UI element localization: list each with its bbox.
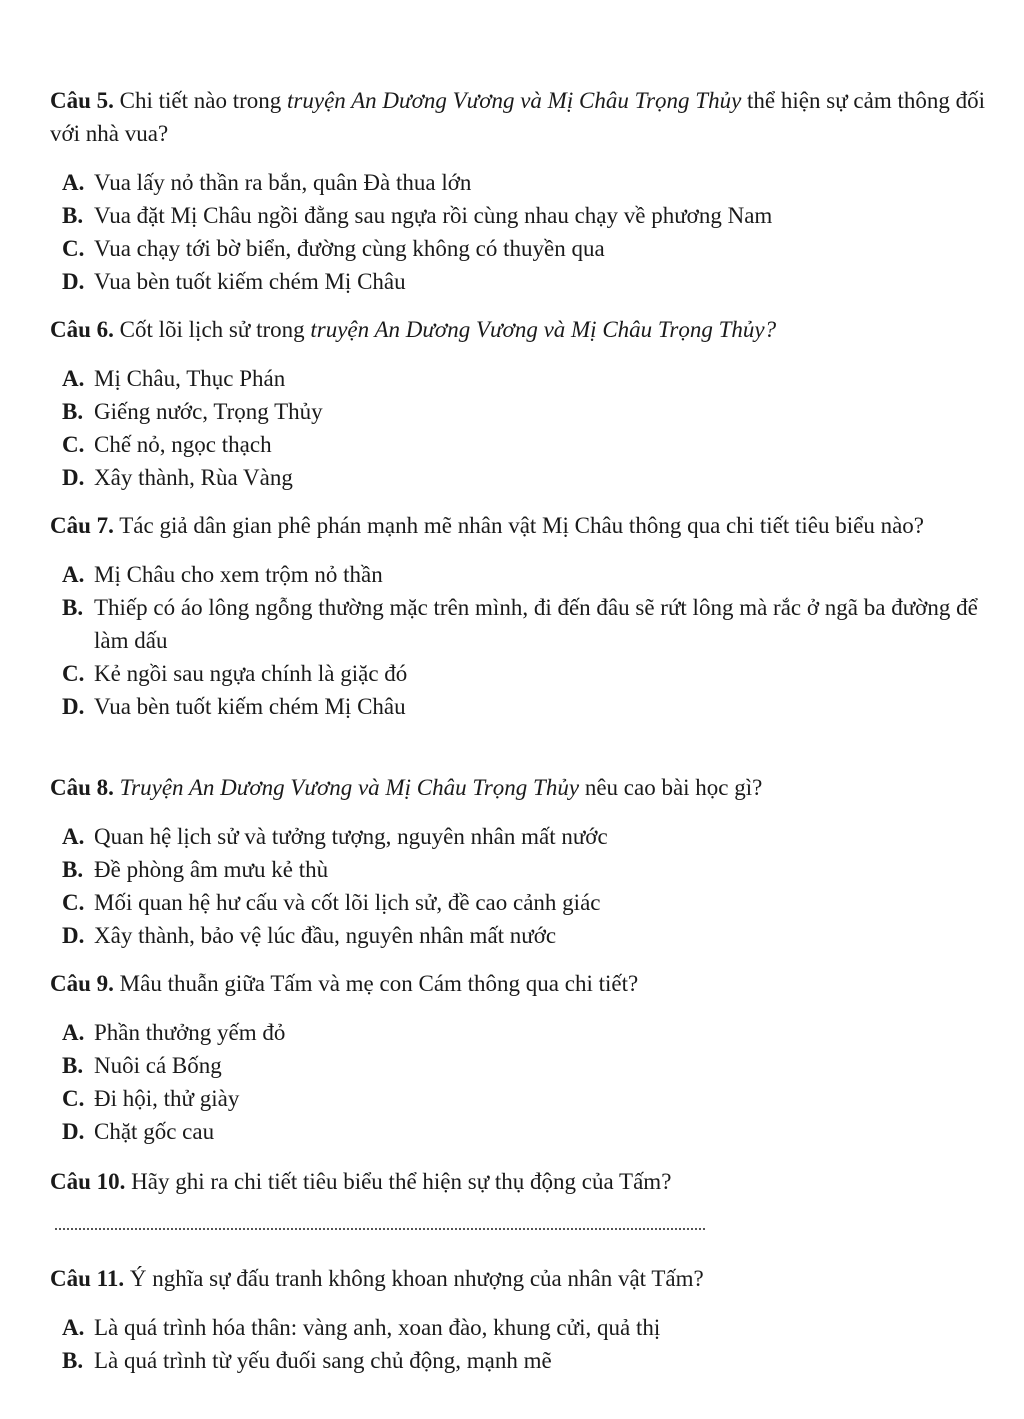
story-title: Truyện An Dương Vương và Mị Châu Trọng Thủy bbox=[119, 775, 580, 800]
question-7 bbox=[50, 509, 1000, 723]
option-b[interactable]: B. Giếng nước, Trọng Thủy bbox=[62, 399, 323, 424]
stem-text: thể hiện sự cảm thông đối với nhà vua? bbox=[50, 88, 985, 146]
option-d[interactable]: D. Chặt gốc cau bbox=[62, 1119, 215, 1144]
question-stem bbox=[50, 771, 1000, 804]
question-number: Câu 9. bbox=[50, 971, 114, 996]
stem-text: Chi tiết nào trong bbox=[119, 88, 288, 113]
option-c[interactable]: C. Vua chạy tới bờ biển, đường cùng không có thuyền qua bbox=[62, 236, 605, 261]
option-d[interactable]: D. Vua bèn tuốt kiếm chém Mị Châu bbox=[62, 694, 406, 719]
question-number: Câu 7. bbox=[50, 513, 114, 538]
stem-text: nêu cao bài học gì? bbox=[579, 775, 763, 800]
option-a[interactable]: A. Quan hệ lịch sử và tưởng tượng, nguyên nhân mất nước bbox=[62, 824, 608, 849]
answer-dotted-line[interactable] bbox=[55, 1228, 705, 1230]
stem-text: Tác giả dân gian phê phán mạnh mẽ nhân vật Mị Châu thông qua chi tiết tiêu biểu nào? bbox=[119, 513, 925, 538]
option-d[interactable]: D. Xây thành, Rùa Vàng bbox=[62, 465, 293, 490]
question-number: Câu 11. bbox=[50, 1266, 125, 1291]
option-a[interactable]: A. Phần thưởng yếm đỏ bbox=[62, 1020, 286, 1045]
question-stem bbox=[50, 313, 1000, 346]
story-title: truyện An Dương Vương và Mị Châu Trọng Thủy? bbox=[310, 317, 777, 342]
option-b[interactable]: B. Là quá trình từ yếu đuối sang chủ động, mạnh mẽ bbox=[62, 1348, 552, 1373]
question-number: Câu 5. bbox=[50, 88, 114, 113]
question-11 bbox=[50, 1262, 1000, 1377]
question-stem bbox=[50, 1165, 1000, 1198]
story-title: truyện An Dương Vương và Mị Châu Trọng Thủy bbox=[287, 88, 742, 113]
option-c[interactable]: C. Chế nỏ, ngọc thạch bbox=[62, 432, 272, 457]
question-stem bbox=[50, 967, 1000, 1000]
question-number: Câu 10. bbox=[50, 1169, 126, 1194]
option-b[interactable]: B. Nuôi cá Bống bbox=[62, 1053, 222, 1078]
option-c[interactable]: C. Kẻ ngồi sau ngựa chính là giặc đó bbox=[62, 661, 408, 686]
option-d[interactable]: D. Xây thành, bảo vệ lúc đầu, nguyên nhân mất nước bbox=[62, 923, 557, 948]
question-6 bbox=[50, 313, 1000, 494]
option-c[interactable]: C. Đi hội, thử giày bbox=[62, 1086, 240, 1111]
question-number: Câu 8. bbox=[50, 775, 114, 800]
question-number: Câu 6. bbox=[50, 317, 114, 342]
question-stem bbox=[50, 1262, 1000, 1295]
option-a[interactable]: A. Mị Châu cho xem trộm nỏ thần bbox=[62, 562, 383, 587]
option-a[interactable]: A. Mị Châu, Thục Phán bbox=[62, 366, 286, 391]
option-b[interactable]: B. Đề phòng âm mưu kẻ thù bbox=[62, 857, 329, 882]
question-stem bbox=[50, 509, 1000, 542]
option-a[interactable]: A. Vua lấy nỏ thần ra bắn, quân Đà thua lớn bbox=[62, 170, 472, 195]
option-b[interactable]: B. Vua đặt Mị Châu ngồi đằng sau ngựa rồi cùng nhau chạy về phương Nam bbox=[62, 203, 773, 228]
stem-text: Mâu thuẫn giữa Tấm và mẹ con Cám thông qua chi tiết? bbox=[119, 971, 639, 996]
stem-text: Cốt lõi lịch sử trong bbox=[119, 317, 311, 342]
option-c[interactable]: C. Mối quan hệ hư cấu và cốt lõi lịch sử, đề cao cảnh giác bbox=[62, 890, 601, 915]
question-stem bbox=[50, 84, 1000, 150]
option-b[interactable]: B. Thiếp có áo lông ngỗng thường mặc trên mình, đi đến đâu sẽ rứt lông mà rắc ở ngã ba đường để làm dấu bbox=[62, 595, 978, 653]
question-10 bbox=[50, 1165, 1000, 1214]
question-9 bbox=[50, 967, 1000, 1148]
stem-text: Hãy ghi ra chi tiết tiêu biểu thể hiện sự thụ động của Tấm? bbox=[131, 1169, 672, 1194]
question-5 bbox=[50, 84, 1000, 298]
stem-text: Ý nghĩa sự đấu tranh không khoan nhượng của nhân vật Tấm? bbox=[129, 1266, 704, 1291]
option-d[interactable]: D. Vua bèn tuốt kiếm chém Mị Châu bbox=[62, 269, 406, 294]
question-8 bbox=[50, 771, 1000, 952]
option-a[interactable]: A. Là quá trình hóa thân: vàng anh, xoan đào, khung cửi, quả thị bbox=[62, 1315, 661, 1340]
